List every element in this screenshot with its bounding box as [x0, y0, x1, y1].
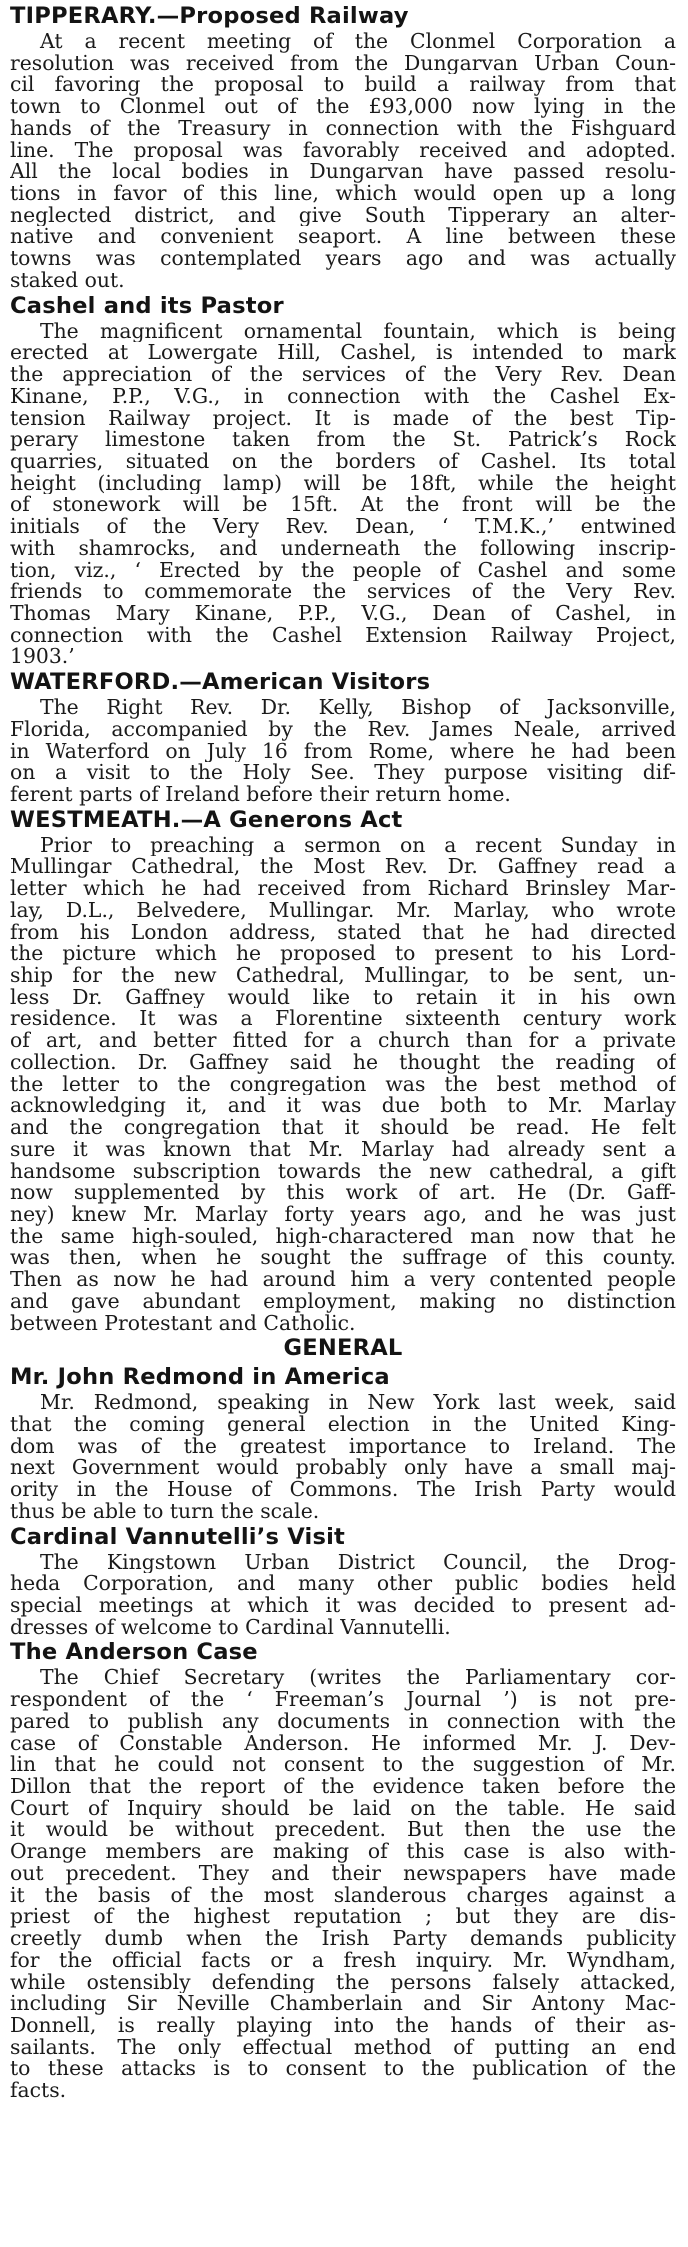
- body-line: thus be able to turn the scale.: [10, 1500, 320, 1523]
- body-line: quarries, situated on the borders of Cashel. Its total: [10, 450, 676, 473]
- body-line: for the official facts or a fresh inquiry. Mr. Wyndham,: [10, 1949, 676, 1972]
- body-line: Florida, accompanied by the Rev. James Neale, arrived: [10, 718, 676, 741]
- article-section: [10, 292, 676, 669]
- article-section: [10, 1523, 676, 1639]
- body-line: that the coming general election in the United King-: [10, 1413, 676, 1436]
- body-line: residence. It was a Florentine sixteenth century work: [10, 1008, 676, 1031]
- body-line: the same high-souled, high-charactered man now that he: [10, 1225, 676, 1248]
- body-line: ney) knew Mr. Marlay forty years ago, and he was just: [10, 1203, 676, 1226]
- body-line: pared to publish any documents in connection with the: [10, 1710, 676, 1733]
- article-heading: Cashel and its Pastor: [10, 292, 284, 319]
- body-line: letter which he had received from Richard Brinsley Mar-: [10, 878, 676, 900]
- body-line: ority in the House of Commons. The Irish Party would: [10, 1479, 676, 1501]
- body-line: handsome subscription towards the new cathedral, a gift: [10, 1160, 676, 1183]
- article-section: [10, 1334, 676, 1363]
- body-line: 1903.’: [10, 646, 75, 669]
- body-line: tion, viz., ‘ Erected by the people of Cashel and some: [10, 559, 676, 582]
- body-line: towns was contemplated years ago and was actually: [10, 248, 676, 270]
- body-line: in Waterford on July 16 from Rome, where he had been: [10, 740, 676, 763]
- body-line: dom was of the greatest importance to Ireland. The: [10, 1435, 676, 1458]
- article-heading: The Anderson Case: [10, 1639, 258, 1666]
- body-line: Orange members are making of this case is also with-: [10, 1841, 676, 1863]
- article-heading: Cardinal Vannutelli’s Visit: [10, 1523, 346, 1550]
- article-heading: GENERAL: [283, 1335, 403, 1362]
- body-line: dresses of welcome to Cardinal Vannutelli.: [10, 1616, 451, 1639]
- article-section: [10, 668, 676, 806]
- body-line: All the local bodies in Dungarvan have passed resolu-: [10, 161, 676, 184]
- body-line: native and convenient seaport. A line between these: [10, 226, 676, 249]
- body-line: Court of Inquiry should be laid on the table. He said: [10, 1797, 676, 1820]
- body-line: including Sir Neville Chamberlain and Sir Antony Mac-: [10, 1993, 676, 2015]
- body-line: The magnificent ornamental fountain, which is being: [40, 320, 676, 343]
- body-line: between Protestant and Catholic.: [10, 1312, 356, 1335]
- body-line: heda Corporation, and many other public bodies held: [10, 1573, 676, 1595]
- body-line: Dillon that the report of the evidence taken before the: [10, 1776, 676, 1798]
- body-line: creetly dumb when the Irish Party demands publicity: [10, 1928, 676, 1950]
- body-line: town to Clonmel out of the £93,000 now lying in the: [10, 96, 676, 118]
- body-line: acknowledging it, and it was due both to Mr. Marlay: [10, 1095, 676, 1118]
- body-line: Prior to preaching a sermon on a recent Sunday in: [40, 834, 676, 857]
- body-line: cil favoring the proposal to build a railway from that: [10, 74, 676, 97]
- article-heading: WESTMEATH.—A Generons Act: [10, 806, 403, 833]
- body-line: height (including lamp) will be 18ft, while the height: [10, 472, 676, 495]
- body-line: At a recent meeting of the Clonmel Corporation a: [40, 31, 676, 53]
- body-line: friends to commemorate the services of the Very Rev.: [10, 581, 676, 603]
- body-line: Kinane, P.P., V.G., in connection with the Cashel Ex-: [10, 385, 676, 408]
- body-line: was then, when he sought the suffrage of this county.: [10, 1247, 676, 1270]
- body-line: case of Constable Anderson. He informed Mr. J. Dev-: [10, 1732, 676, 1755]
- body-line: connection with the Cashel Extension Railway Project,: [10, 624, 676, 647]
- article-section: [10, 1638, 676, 2101]
- body-line: of stonework will be 15ft. At the front will be the: [10, 494, 676, 517]
- body-line: Mullingar Cathedral, the Most Rev. Dr. Gaffney read a: [10, 856, 676, 879]
- body-line: tions in favor of this line, which would open up a long: [10, 183, 676, 205]
- body-line: the appreciation of the services of the Very Rev. Dean: [10, 364, 676, 386]
- body-line: perary limestone taken from the St. Patrick’s Rock: [10, 429, 676, 451]
- body-line: lay, D.L., Belvedere, Mullingar. Mr. Marlay, who wrote: [10, 899, 676, 922]
- body-line: respondent of the ‘ Freeman’s Journal ’) is not pre-: [10, 1689, 676, 1711]
- body-line: tension Railway project. It is made of the best Tip-: [10, 407, 676, 430]
- body-line: Donnell, is really playing into the hands of their as-: [10, 2014, 676, 2037]
- body-line: special meetings at which it was decided to present ad-: [10, 1595, 676, 1617]
- body-line: sailants. The only effectual method of putting an end: [10, 2036, 676, 2059]
- body-line: of art, and better fitted for a church than for a private: [10, 1030, 676, 1052]
- article-heading: TIPPERARY.—Proposed Railway: [10, 3, 409, 29]
- body-line: neglected district, and give South Tipperary an alter-: [10, 204, 676, 227]
- body-line: The Chief Secretary (writes the Parliamentary cor-: [40, 1667, 676, 1690]
- body-line: Mr. Redmond, speaking in New York last week, said: [40, 1392, 676, 1414]
- body-line: ship for the new Cathedral, Mullingar, to be sent, un-: [10, 965, 676, 987]
- body-line: the picture which he proposed to present to his Lord-: [10, 943, 676, 966]
- body-line: out precedent. They and their newspapers have made: [10, 1862, 676, 1885]
- article-section: [10, 806, 676, 1335]
- article-section: [10, 1363, 676, 1522]
- body-line: it would be without precedent. But then the use the: [10, 1819, 676, 1842]
- body-line: The Right Rev. Dr. Kelly, Bishop of Jacksonville,: [40, 697, 676, 719]
- body-line: facts.: [10, 2080, 67, 2102]
- body-line: lin that he could not consent to the suggestion of Mr.: [10, 1754, 676, 1777]
- body-line: next Government would probably only have a small maj-: [10, 1457, 676, 1480]
- body-line: line. The proposal was favorably received and adopted.: [10, 139, 676, 162]
- body-line: collection. Dr. Gaffney said he thought the reading of: [10, 1051, 676, 1074]
- body-line: ferent parts of Ireland before their return home.: [10, 784, 511, 806]
- body-line: the letter to the congregation was the best method of: [10, 1073, 676, 1096]
- body-line: initials of the Very Rev. Dean, ‘ T.M.K.,’ entwined: [10, 516, 676, 538]
- body-line: erected at Lowergate Hill, Cashel, is intended to mark: [10, 342, 676, 365]
- body-line: with shamrocks, and underneath the following inscrip-: [10, 537, 676, 560]
- body-line: and gave abundant employment, making no distinction: [10, 1290, 676, 1313]
- body-line: staked out.: [10, 269, 125, 292]
- body-line: now supplemented by this work of art. He (Dr. Gaff-: [10, 1182, 676, 1204]
- body-line: on a visit to the Holy See. They purpose visiting dif-: [10, 762, 676, 784]
- article-heading: Mr. John Redmond in America: [10, 1364, 390, 1391]
- body-line: Thomas Mary Kinane, P.P., V.G., Dean of Cashel, in: [10, 602, 676, 625]
- body-line: priest of the highest reputation ; but they are dis-: [10, 1906, 676, 1929]
- body-line: from his London address, stated that he had directed: [10, 921, 676, 944]
- body-line: The Kingstown Urban District Council, the Drog-: [40, 1551, 676, 1574]
- body-line: it the basis of the most slanderous charges against a: [10, 1884, 676, 1907]
- article-section: [10, 2, 676, 292]
- body-line: Then as now he had around him a very contented people: [10, 1269, 676, 1291]
- article-heading: WATERFORD.—American Visitors: [10, 669, 431, 696]
- body-line: resolution was received from the Dungarvan Urban Coun-: [10, 52, 676, 75]
- body-line: to these attacks is to consent to the publication of the: [10, 2058, 676, 2081]
- body-line: and the congregation that it should be read. He felt: [10, 1117, 676, 1139]
- body-line: less Dr. Gaffney would like to retain it in his own: [10, 986, 676, 1009]
- body-line: sure it was known that Mr. Marlay had already sent a: [10, 1138, 676, 1161]
- body-line: hands of the Treasury in connection with the Fishguard: [10, 117, 676, 140]
- body-line: while ostensibly defending the persons falsely attacked,: [10, 1971, 676, 1994]
